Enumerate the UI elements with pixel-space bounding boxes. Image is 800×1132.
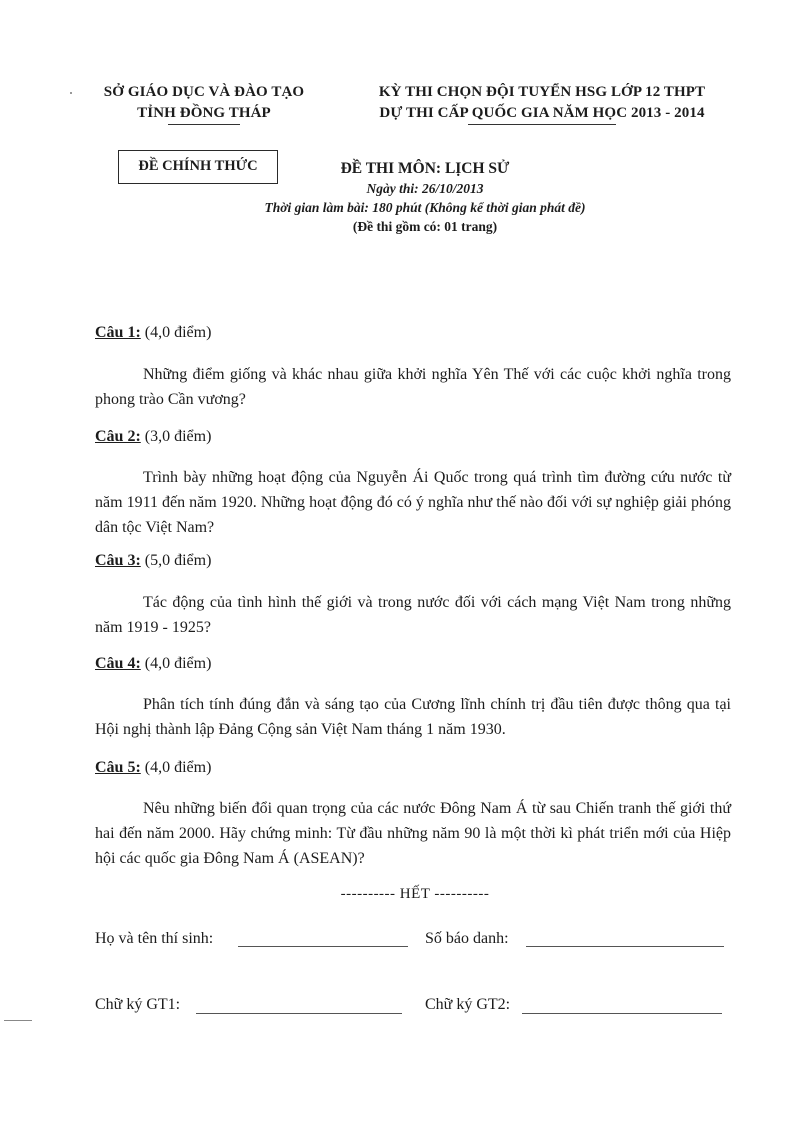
question-1-label: Câu 1: (95, 324, 141, 341)
question-1-heading (95, 324, 211, 342)
department-header (84, 82, 324, 124)
question-4-points: (4,0 điểm) (140, 655, 212, 672)
official-exam-box: ĐỀ CHÍNH THỨC (118, 150, 278, 184)
question-3-heading (95, 552, 211, 570)
signature-1-label: Chữ ký GT1: (95, 996, 181, 1013)
candidate-name-label: Họ và tên thí sinh: (95, 930, 214, 947)
question-4-text: Phân tích tính đúng đắn và sáng tạo của Cương lĩnh chính trị đầu tiên được thông qua tại Hội nghị thành lập Đảng Cộng sản Việt Nam tháng 1 năm 1930. (95, 696, 731, 738)
question-4-heading (95, 655, 211, 673)
question-2-heading (95, 428, 211, 446)
question-3-points: (5,0 điểm) (140, 552, 212, 569)
signature-1-line[interactable] (196, 1013, 402, 1014)
exam-page-count: (Đề thi gồm có: 01 trang) (352, 219, 498, 234)
question-5-heading (95, 759, 211, 777)
exam-info-block (200, 158, 650, 236)
question-3-text: Tác động của tình hình thế giới và trong nước đối với cách mạng Việt Nam trong những năm 1919 - 1925? (95, 594, 731, 636)
signature-2-line[interactable] (522, 1013, 722, 1014)
exam-header-underline (468, 124, 616, 125)
question-5-text: Nêu những biến đổi quan trọng của các nước Đông Nam Á từ sau Chiến tranh thế giới thứ hai đến năm 2000. Hãy chứng minh: Từ đầu những năm 90 là một thời kì phát triển mới của Hiệp hội các quốc gia Đông Nam Á (ASEAN)? (95, 800, 731, 867)
province-name: TỈNH ĐỒNG THÁP (137, 105, 271, 121)
question-2-points: (3,0 điểm) (140, 428, 212, 445)
exam-title-line2: DỰ THI CẤP QUỐC GIA NĂM HỌC 2013 - 2014 (379, 105, 705, 121)
question-5-points: (4,0 điểm) (140, 759, 212, 776)
question-1-points: (4,0 điểm) (140, 324, 212, 341)
exam-header (352, 82, 732, 124)
exam-title-line1: KỲ THI CHỌN ĐỘI TUYỂN HSG LỚP 12 THPT (378, 84, 706, 100)
candidate-number-label: Số báo danh: (425, 930, 509, 947)
question-5-label: Câu 5: (95, 759, 141, 776)
end-marker: ---------- HẾT ---------- (340, 886, 490, 902)
question-2-label: Câu 2: (95, 428, 141, 445)
department-underline (168, 124, 240, 125)
scan-dot (70, 92, 72, 94)
candidate-name-line[interactable] (238, 946, 408, 947)
department-name: SỞ GIÁO DỤC VÀ ĐÀO TẠO (103, 84, 305, 100)
candidate-number-line[interactable] (526, 946, 724, 947)
question-2-text: Trình bày những hoạt động của Nguyễn Ái Quốc trong quá trình tìm đường cứu nước từ năm 1911 đến năm 1920. Những hoạt động đó có ý nghĩa như thế nào đối với sự nghiệp giải phóng dân tộc Việt Nam? (95, 469, 731, 536)
exam-duration: Thời gian làm bài: 180 phút (Không kể thời gian phát đề) (264, 200, 586, 215)
question-1-text: Những điểm giống và khác nhau giữa khởi nghĩa Yên Thế với các cuộc khởi nghĩa trong phong trào Cần vương? (95, 366, 731, 408)
question-3-label: Câu 3: (95, 552, 141, 569)
scan-edge-mark (4, 1020, 32, 1021)
exam-subject: ĐỀ THI MÔN: LỊCH SỬ (340, 160, 510, 177)
exam-date: Ngày thi: 26/10/2013 (366, 181, 484, 196)
question-4-label: Câu 4: (95, 655, 141, 672)
signature-2-label: Chữ ký GT2: (425, 996, 511, 1013)
